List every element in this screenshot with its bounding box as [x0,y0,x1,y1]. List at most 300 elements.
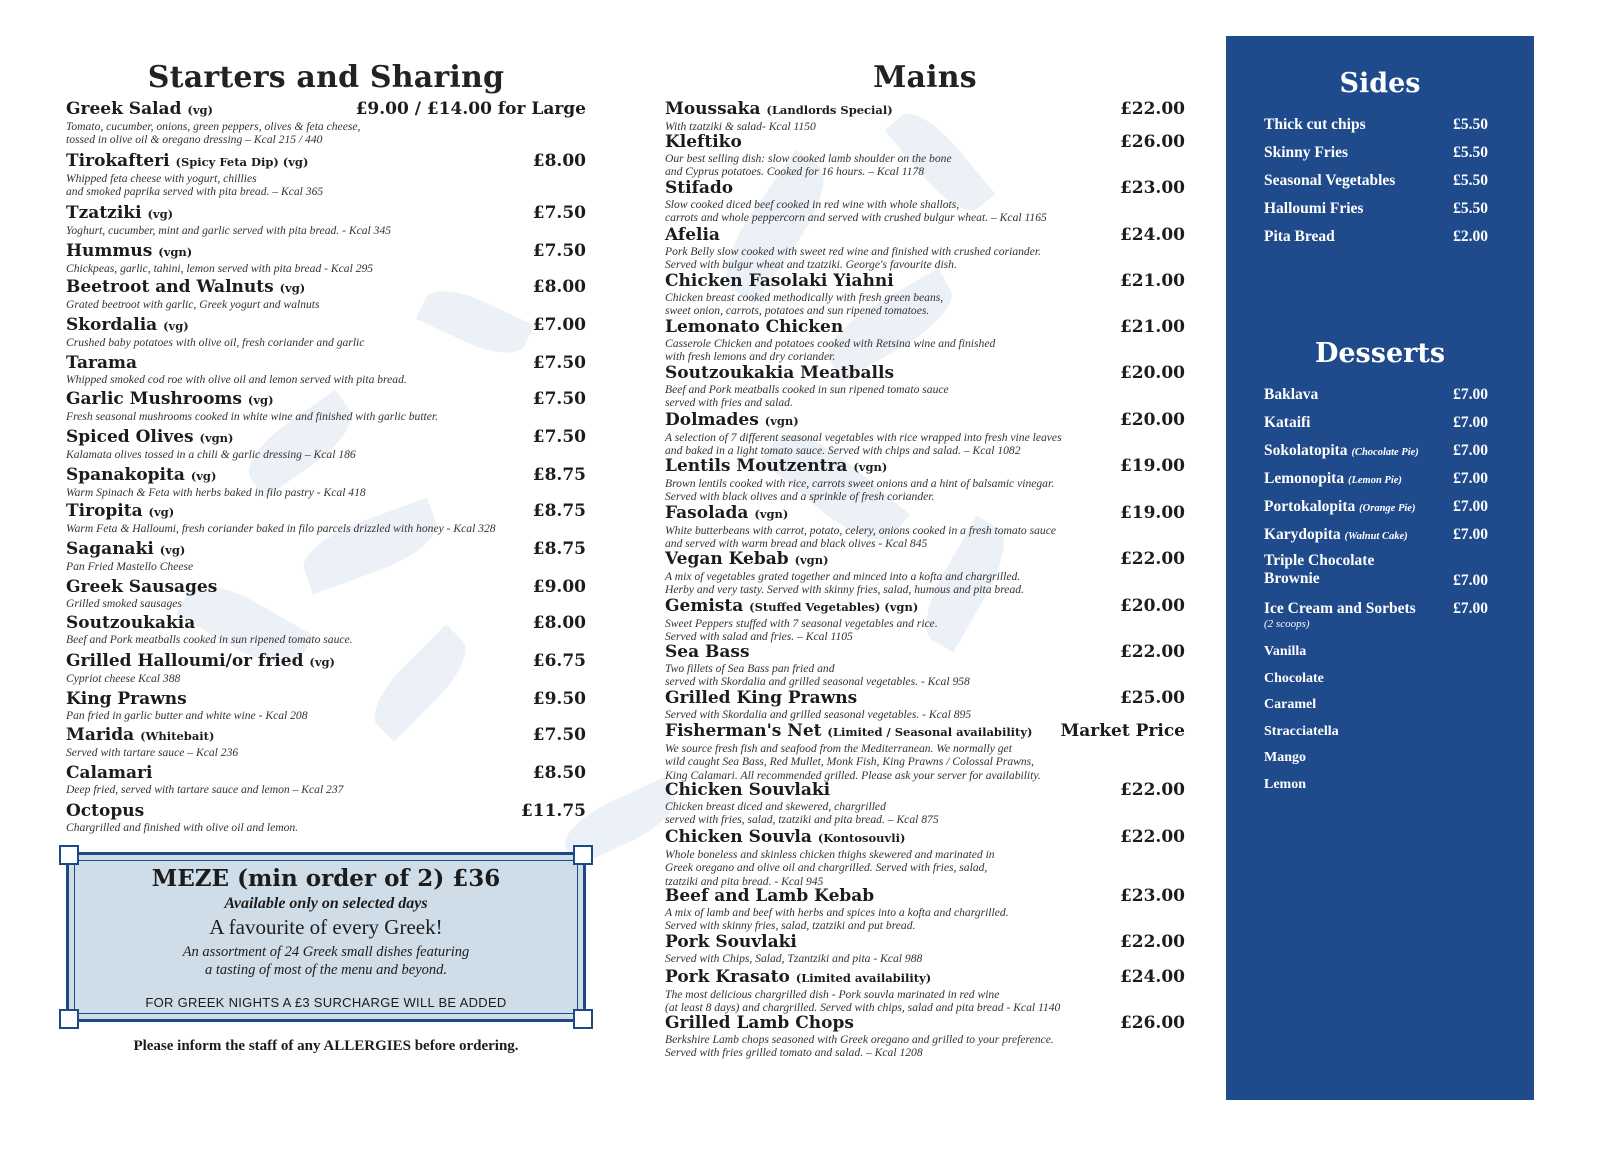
item-price: £8.00 [532,613,586,633]
starters-title: Starters and Sharing [147,60,505,95]
item-price: £7.50 [532,725,586,745]
menu-item [665,100,1185,133]
item-description: Pan fried in garlic butter and white wine - Kcal 208 [66,709,308,722]
item-name-text: Dolmades [665,410,759,430]
dessert-subtitle: (Chocolate Pie) [1351,447,1419,458]
item-description: Warm Feta & Halloumi, fresh coriander baked in filo parcels drizzled with honey - Kcal 328 [66,522,496,535]
menu-item [665,1014,1185,1060]
item-price: £26.00 [1119,1013,1185,1033]
item-name [66,242,586,262]
item-name-text: Skordalia [66,315,158,335]
item-description: Grilled smoked sausages [66,597,182,610]
item-price: £9.50 [532,689,586,709]
dessert-name-text: Baklava [1264,386,1319,403]
sides-desserts-panel [1226,36,1534,1100]
menu-item [66,242,586,275]
dessert-item [1264,552,1488,588]
item-description: Served with bulgur wheat and tzatziki. George's favourite dish. [665,258,957,272]
item-tag: (vg) [309,655,335,669]
item-name-text: Chicken Souvla [665,827,812,847]
item-tag: (vgn) [754,507,789,521]
menu-item [665,968,1185,1015]
ice-cream-flavour: Stracciatella [1264,723,1339,739]
item-price: £7.50 [532,353,586,373]
item-name [66,614,586,633]
item-name [665,364,1185,383]
item-description: Cypriot cheese Kcal 388 [66,672,181,685]
item-description: carrots and whole peppercorn and served with crushed bulgur wheat. – Kcal 1165 [665,211,1047,225]
item-name [66,390,586,410]
item-price: Market Price [1060,721,1185,741]
item-tag: (vg) [190,469,217,483]
item-name-text: Greek Salad [66,99,182,119]
item-description: and baked in a light tomato sauce. Served with chips and salad. – Kcal 1082 [665,444,1021,458]
item-description: Warm Spinach & Feta with herbs baked in filo pastry - Kcal 418 [66,486,366,499]
item-name-text: Beetroot and Walnuts [66,277,274,297]
item-description: and Cyprus potatoes. Cooked for 16 hours. – Kcal 1178 [665,165,925,179]
desserts-title: Desserts [1314,338,1446,369]
item-description: Tomato, cucumber, onions, green peppers, olives & feta cheese, [66,120,361,133]
item-description: We source fresh fish and seafood from the Mediterranean. We normally get [665,742,1012,755]
item-description: Casserole Chicken and potatoes cooked with Retsina wine and finished [665,337,996,350]
ice-cream-flavour: Caramel [1264,697,1317,713]
item-name-text: Stifado [665,178,734,198]
dessert-price: £7.00 [1453,386,1488,403]
item-tag: (vgn) [764,414,799,428]
item-name [66,802,586,821]
item-description: With tzatziki & salad- Kcal 1150 [665,120,816,133]
item-name-text: Chicken Souvlaki [665,780,831,800]
meze-availability: Available only on selected days [224,895,428,912]
item-name [665,100,1185,120]
item-tag: (vg) [279,281,306,295]
item-name-text: Octopus [66,801,145,821]
item-name [66,652,586,672]
item-name-text: Lentils Moutzentra [665,456,848,476]
item-description: Served with black olives and a sprinkle of fresh coriander. [665,490,935,504]
item-description: Two fillets of Sea Bass pan fried and [665,662,835,675]
meze-description [69,943,583,979]
item-price: £24.00 [1119,225,1185,245]
item-price: £8.75 [532,465,586,485]
menu-item [665,364,1185,410]
item-price: £19.00 [1119,456,1185,476]
item-price: £8.50 [532,763,586,783]
item-name [665,828,1185,848]
item-description: and served with warm bread and black olives - Kcal 845 [665,537,928,551]
item-name-text: Fasolada [665,503,749,523]
item-tag: (Limited availability) [795,971,932,985]
sides-title: Sides [1339,68,1421,99]
item-name [665,272,1185,291]
item-price: £8.75 [532,539,586,559]
meze-corner-ornament [59,845,79,865]
menu-item [66,502,586,535]
menu-item [665,643,1185,689]
item-description: tzatziki and pita bread. - Kcal 945 [665,874,824,888]
item-description: Grated beetroot with garlic, Greek yogurt and walnuts [66,298,320,311]
item-description: tossed in olive oil & oregano dressing – Kcal 215 / 440 [66,133,323,147]
item-description: Fresh seasonal mushrooms cooked in white wine and finished with garlic butter. [66,410,439,423]
item-name [665,504,1185,524]
item-description: Chargrilled and finished with olive oil and lemon. [66,821,299,834]
item-price: £7.50 [532,427,586,447]
item-description: (at least 8 days) and chargrilled. Served with chips, salad and pita bread - Kcal 1140 [665,1001,1061,1015]
item-tag: (Whitebait) [140,729,215,743]
item-name [66,726,586,746]
item-name-text: Pork Krasato [665,967,790,987]
item-tag: (vgn) [199,431,234,445]
meze-corner-ornament [573,845,593,865]
item-name-text: Hummus [66,241,153,261]
item-description: A mix of lamb and beef with herbs and spices into a kofta and chargrilled. [665,906,1009,919]
dessert-price: £7.00 [1453,572,1488,589]
item-tag: (Limited / Seasonal availability) [827,725,1033,739]
item-description: A mix of vegetables grated together and minced into a kofta and chargrilled. [665,570,1021,583]
item-description: Berkshire Lamb chops seasoned with Greek oregano and grilled to your preference. [665,1033,1054,1046]
menu-item [665,828,1185,888]
menu-item [66,316,586,349]
item-description: Pan Fried Mastello Cheese [66,560,194,573]
menu-item [66,390,586,423]
item-tag: (vg) [159,543,186,557]
item-name-text: Greek Sausages [66,577,218,597]
side-name: Pita Bread [1264,228,1335,245]
menu-item [665,504,1185,551]
item-tag: (vg) [163,319,189,333]
dessert-name-line2: (2 scoops) [1264,618,1310,630]
item-description: Whole boneless and skinless chicken thighs skewered and marinated in [665,848,995,861]
item-name [665,597,1185,617]
item-name [665,1014,1185,1033]
menu-item [66,578,586,610]
item-description: wild caught Sea Bass, Red Mullet, Monk Fish, King Prawns / Colossal Prawns, [665,755,1035,769]
item-description: Served with fries grilled tomato and salad. – Kcal 1208 [665,1046,923,1060]
menu-item [66,152,586,199]
item-name-text: Soutzoukakia Meatballs [665,363,895,383]
item-name-text: Vegan Kebab [665,549,789,569]
item-price: £9.00 [532,577,586,597]
menu-item [66,802,586,834]
menu-item [665,226,1185,272]
item-description: Beef and Pork meatballs cooked in sun ripened tomato sauce. [66,633,353,646]
meze-corner-ornament [59,1009,79,1029]
item-description: The most delicious chargrilled dish - Pork souvla marinated in red wine [665,988,1000,1001]
side-name: Halloumi Fries [1264,200,1364,217]
item-description: Chickpeas, garlic, tahini, lemon served with pita bread - Kcal 295 [66,262,374,275]
item-tag: (Spicy Feta Dip) (vg) [175,155,309,169]
dessert-item [1264,386,1488,404]
item-name-text: Fisherman's Net [665,721,822,741]
item-name-text: Calamari [66,763,153,783]
item-description: White butterbeans with carrot, potato, celery, onions cooked in a fresh tomato sauce [665,524,1057,537]
ice-cream-flavour: Mango [1264,750,1306,766]
item-tag: (vg) [147,207,174,221]
mains-title: Mains [873,60,977,95]
menu-item [66,726,586,759]
item-price: £24.00 [1119,967,1185,987]
menu-item [66,466,586,499]
item-name-text: Gemista [665,596,744,616]
item-name [66,466,586,486]
item-price: £7.50 [532,241,586,261]
item-tag: (vg) [247,393,274,407]
item-description: Chicken breast diced and skewered, chargrilled [665,800,886,813]
item-price: £20.00 [1119,363,1185,383]
item-name-text: Beef and Lamb Kebab [665,886,875,906]
item-description: and smoked paprika served with pita bread. – Kcal 365 [66,185,324,199]
item-price: £22.00 [1119,827,1185,847]
item-name-text: Grilled Lamb Chops [665,1013,854,1033]
item-name-text: Afelia [665,225,720,245]
item-description: Served with Chips, Salad, Tzantziki and pita - Kcal 988 [665,952,923,965]
item-name [66,540,586,560]
item-name [665,781,1185,800]
side-item [1264,116,1488,134]
menu-item [66,354,586,386]
ice-cream-flavour: Vanilla [1264,644,1307,659]
item-description: Greek oregano and olive oil and chargrilled. Served with fries, salad, [665,861,988,875]
dessert-name-text: Lemonopita [1264,470,1345,487]
menu-item [66,690,586,722]
item-name-text: Spanakopita [66,465,185,485]
item-description: served with fries and salad. [665,396,793,410]
item-description: Served with tartare sauce – Kcal 236 [66,746,239,759]
dessert-subtitle: (Walnut Cake) [1344,531,1408,542]
item-price: £22.00 [1119,780,1185,800]
menu-item [665,133,1185,179]
meze-description-line: An assortment of 24 Greek small dishes featuring [182,944,470,960]
dessert-name-line2: Brownie [1264,570,1320,587]
meze-title: MEZE (min order of 2) £36 [151,865,501,892]
item-description: Slow cooked diced beef cooked in red wine with whole shallots, [665,198,960,211]
side-item [1264,144,1488,162]
item-name-text: Garlic Mushrooms [66,389,242,409]
item-price: £6.75 [532,651,586,671]
dessert-item [1264,470,1488,488]
item-name-text: Pork Souvlaki [665,932,797,952]
item-name [665,933,1185,952]
menu-item [665,887,1185,933]
item-description: Herby and very tasty. Served with skinny fries, salad, humous and pita bread. [665,583,1024,597]
item-price: £22.00 [1119,642,1185,662]
item-name-text: Soutzoukakia [66,613,196,633]
menu-item [665,933,1185,965]
dessert-item [1264,526,1488,544]
item-name-text: Tarama [66,353,138,373]
item-price: £21.00 [1119,317,1185,337]
dessert-price: £7.00 [1453,526,1488,543]
dessert-item [1264,442,1488,460]
side-price: £5.50 [1453,116,1488,133]
item-tag: (vgn) [853,460,888,474]
item-name [66,316,586,336]
side-price: £5.50 [1453,172,1488,189]
menu-item [66,614,586,646]
side-price: £2.00 [1453,228,1488,245]
item-price: £8.00 [532,277,586,297]
item-name [66,204,586,224]
item-name-text: Kleftiko [665,132,742,152]
side-item [1264,172,1488,190]
dessert-price: £7.00 [1453,414,1488,431]
item-tag: (Kontosouvli) [817,831,906,845]
meze-box [66,852,586,1022]
dessert-price: £7.00 [1453,470,1488,487]
item-description: Yoghurt, cucumber, mint and garlic served with pita bread. - Kcal 345 [66,224,392,237]
item-description: Served with Skordalia and grilled seasonal vegetables. - Kcal 895 [665,708,972,721]
menu-item [665,318,1185,364]
item-price: £21.00 [1119,271,1185,291]
dessert-subtitle: (Lemon Pie) [1347,475,1402,486]
item-name-text: Moussaka [665,99,761,119]
ice-cream-flavour: Lemon [1264,777,1306,792]
item-description: Brown lentils cooked with rice, carrots sweet onions and a hint of balsamic vinegar. [665,477,1055,490]
menu-item [665,722,1185,782]
dessert-price: £7.00 [1453,498,1488,515]
side-item [1264,200,1488,218]
menu-item [665,781,1185,827]
dessert-name-text: Ice Cream and Sorbets [1264,600,1416,617]
item-name-text: Sea Bass [665,642,750,662]
item-price: £20.00 [1119,596,1185,616]
item-name [665,411,1185,431]
item-description: Deep fried, served with tartare sauce and lemon – Kcal 237 [66,783,344,796]
item-tag: (Stuffed Vegetables) (vgn) [749,600,919,614]
item-price: £26.00 [1119,132,1185,152]
meze-surcharge: FOR GREEK NIGHTS A £3 SURCHARGE WILL BE ADDED [145,995,507,1010]
item-price: £23.00 [1119,178,1185,198]
side-name: Skinny Fries [1264,144,1348,161]
item-name [665,318,1185,337]
item-description: with fresh lemons and dry coriander. [665,350,836,364]
menu-item [66,540,586,573]
meze-tagline: A favourite of every Greek! [209,915,443,939]
item-description: Chicken breast cooked methodically with fresh green beans, [665,291,944,304]
item-price: £23.00 [1119,886,1185,906]
dessert-item [1264,414,1488,432]
item-price: £22.00 [1119,932,1185,952]
side-price: £5.50 [1453,144,1488,161]
item-tag: (vgn) [794,553,829,567]
item-price: £20.00 [1119,410,1185,430]
item-name [665,643,1185,662]
menu-item [665,179,1185,225]
item-name [66,578,586,597]
item-tag: (vg) [148,505,175,519]
ice-cream-flavour: Chocolate [1264,670,1324,686]
item-name [665,179,1185,198]
menu-item [665,550,1185,597]
menu-item [66,204,586,237]
side-name: Seasonal Vegetables [1264,172,1396,189]
dessert-name [1264,552,1488,570]
dessert-price: £7.00 [1453,600,1488,617]
item-name [665,226,1185,245]
item-price: £8.00 [532,151,586,171]
item-description: Whipped smoked cod roe with olive oil and lemon served with pita bread. [66,373,407,386]
item-tag: (vg) [187,103,213,117]
starters-section [66,0,586,850]
menu-item [66,428,586,461]
item-description: served with Skordalia and grilled seasonal vegetables. - Kcal 958 [665,675,970,689]
item-name-text: Tzatziki [66,203,142,223]
meze-corner-ornament [573,1009,593,1029]
item-description: Served with salad and fries. – Kcal 1105 [665,630,853,644]
dessert-name-text: Triple Chocolate [1264,552,1375,569]
menu-item [66,652,586,685]
item-description: Whipped feta cheese with yogurt, chillies [66,172,257,185]
menu-item [665,457,1185,504]
item-name [665,968,1185,988]
allergy-notice: Please inform the staff of any ALLERGIES before ordering. [133,1038,519,1054]
item-description: Crushed baby potatoes with olive oil, fresh coriander and garlic [66,336,365,349]
item-price: £9.00 / £14.00 for Large [355,99,586,119]
dessert-name-text: Karydopita [1264,526,1341,543]
item-name-text: Spiced Olives [66,427,194,447]
side-price: £5.50 [1453,200,1488,217]
item-name [66,690,586,709]
dessert-item [1264,600,1488,630]
item-price: £8.75 [532,501,586,521]
dessert-item [1264,498,1488,516]
item-description: A selection of 7 different seasonal vegetables with rice wrapped into fresh vine leaves [665,431,1062,444]
menu-item [66,100,586,147]
item-name [66,152,586,172]
side-name: Thick cut chips [1264,116,1366,133]
mains-section [665,0,1185,1080]
menu-item [665,689,1185,721]
menu-item [665,272,1185,318]
item-name [665,457,1185,477]
item-name [665,689,1185,708]
item-price: £22.00 [1119,549,1185,569]
dessert-subtitle: (Orange Pie) [1359,503,1416,514]
item-price: £7.00 [532,315,586,335]
item-description: sweet onion, carrots, potatoes and sun ripened tomatoes. [665,304,930,318]
item-tag: (Landlords Special) [766,103,893,117]
item-name-text: Marida [66,725,135,745]
item-description: Kalamata olives tossed in a chili & garlic dressing – Kcal 186 [66,448,356,461]
item-name [665,133,1185,152]
menu-item [66,764,586,796]
dessert-name-text: Portokalopita [1264,498,1356,515]
item-tag: (vgn) [158,245,193,259]
dessert-name-text: Sokolatopita [1264,442,1348,459]
item-description: Pork Belly slow cooked with sweet red wine and finished with crushed coriander. [665,245,1041,258]
item-name-text: Grilled King Prawns [665,688,858,708]
item-name-text: Tiropita [66,501,143,521]
item-name-text: Chicken Fasolaki Yiahni [665,271,894,291]
item-name [66,354,586,373]
item-price: £7.50 [532,203,586,223]
meze-description-line: a tasting of most of the menu and beyond. [204,962,448,978]
menu-item [66,278,586,311]
item-name-text: Lemonato Chicken [665,317,844,337]
dessert-price: £7.00 [1453,442,1488,459]
item-name-text: Saganaki [66,539,154,559]
item-name [66,502,586,522]
item-description: Beef and Pork meatballs cooked in sun ripened tomato sauce [665,383,949,396]
item-price: £11.75 [520,801,586,821]
item-name [66,278,586,298]
menu-item [665,411,1185,458]
item-description: Served with skinny fries, salad, tzatziki and put bread. [665,919,916,933]
item-name [665,550,1185,570]
item-description: served with fries, salad, tzatziki and pita bread. – Kcal 875 [665,813,939,827]
item-name [665,887,1185,906]
item-price: £7.50 [532,389,586,409]
